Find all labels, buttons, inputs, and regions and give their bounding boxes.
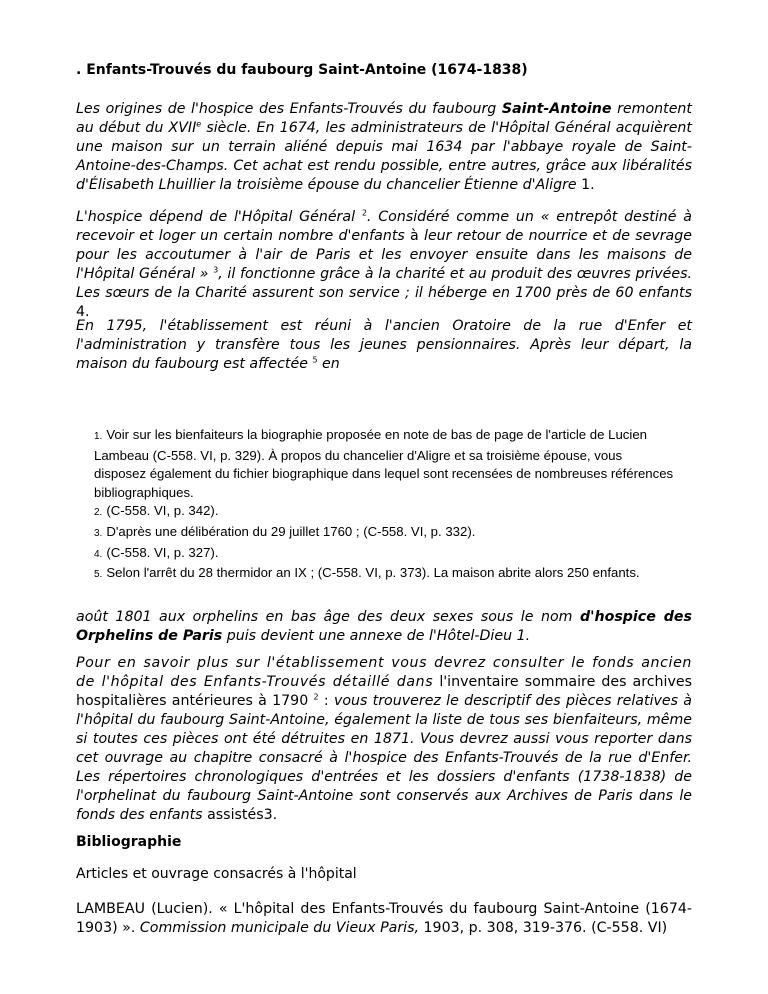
text: vous trouverez le descriptif des pièces relatives à l'hôpital du faubourg Saint-Antoine, également la liste de tous ses bienfaiteurs, même si toutes ces pièces ont été détruites en 1871. Vous devrez aussi vous reporter dans cet ouvrage au chapitre consacré à l'hospice des Enfants-Trouvés de la rue d'Enfer. Les répertoires chronologiques d'entrées et les dossiers d'enfants (1738-1838) de l'orphelinat du faubourg Saint-Antoine sont conservés aux Archives de Paris dans le fonds des enfants: [76, 693, 692, 823]
text: en: [317, 356, 340, 372]
paragraph-1801: [76, 608, 692, 646]
text: à: [410, 228, 419, 244]
footnote-item: [94, 564, 674, 585]
page-title: . Enfants-Trouvés du faubourg Saint-Antoine (1674-1838): [76, 62, 528, 78]
footnote-number: 2.: [94, 507, 103, 519]
text: En 1795, l'établissement est réuni à l'ancien Oratoire de la rue d'Enfer et l'administration y transfère tous les jeunes pensionnaires. Après leur départ, la maison du faubourg est affectée: [76, 318, 692, 372]
text: siècle. En 1674, les administrateurs de l'Hôpital Général acquièrent une maison sur un terrain aliéné depuis mai 1634 par l'abbaye royale de Saint-Antoine-des-Champs. Cet achat est rendu possible, entre autres, grâce aux libéralités d'Élisabeth Lhuillier la troisième épouse du chancelier Étienne d'Aligre: [76, 120, 692, 193]
text: , il fonctionne grâce à la charité et au produit des œuvres privées. Les sœurs de la Charité assurent son service ; il héberge en 1700 près de 60 enfants: [76, 266, 692, 301]
text: Pour en savoir plus sur l'établissement vous devrez consulter le fonds ancien de l'hôpital des Enfants-Trouvés détaillé dans: [76, 655, 692, 690]
text: leur retour de nourrice et de sevrage pour les accoutumer à l'air de Paris et les envoyer ensuite dans les maisons de l'Hôpital Général »: [76, 228, 692, 282]
bold-text: d'hospice des Orphelins de Paris: [76, 609, 692, 644]
footnote-text: (C-558. VI, p. 327).: [106, 544, 219, 560]
footnote-item: [94, 523, 674, 544]
bibliography-subheading: Articles et ouvrage consacrés à l'hôpital: [76, 866, 357, 882]
superscript: 3: [213, 265, 219, 275]
footnote-text: Selon l'arrêt du 28 thermidor an IX ; (C-558. VI, p. 373). La maison abrite alors 250 enfants.: [106, 565, 640, 581]
footnote-text: D'après une délibération du 29 juillet 1760 ; (C-558. VI, p. 332).: [106, 523, 476, 539]
text: . Considéré comme un « entrepôt destiné à recevoir et loger un certain nombre d'enfants: [76, 209, 693, 244]
bibliography-entry: [76, 900, 692, 938]
text: LAMBEAU (Lucien). « L'hôpital des Enfants-Trouvés du faubourg Saint-Antoine (1674-1903) ».: [76, 901, 692, 936]
footnote-number: 5.: [94, 569, 103, 581]
footnote-text: (C-558. VI, p. 342).: [106, 503, 219, 519]
footnote-item: [94, 426, 674, 502]
footnote-number: 3.: [94, 527, 103, 539]
footnote-ref: 4.: [76, 304, 90, 320]
italic-text: Commission municipale du Vieux Paris,: [139, 920, 420, 936]
paragraph-1795: [76, 317, 692, 374]
footnote-number: 4.: [94, 548, 103, 560]
text: août 1801 aux orphelins en bas âge des deux sexes sous le nom: [76, 609, 580, 625]
footnote-item: [94, 544, 674, 565]
text: 1903, p. 308, 319-376. (C-558. VI): [419, 920, 668, 936]
text: assistés3.: [202, 807, 278, 823]
bold-text: Saint-Antoine: [501, 101, 612, 117]
superscript: e: [196, 119, 202, 129]
footnote-text: Voir sur les bienfaiteurs la biographie proposée en note de bas de page de l'article de Lucien Lambeau (C-558. VI, p. 329). À propos du chancelier d'Aligre et sa troisième épouse, vous disposez également du fichier biographique dans lequel sont recensées de nombreuses références bibliographiques.: [94, 427, 674, 500]
footnote-item: [94, 502, 674, 523]
text: l'inventaire sommaire des archives hospitalières antérieures à 1790: [76, 674, 692, 709]
bibliography-heading: Bibliographie: [76, 834, 182, 850]
paragraph-sources: [76, 654, 692, 825]
text: remontent au début du XVII: [76, 101, 692, 136]
text: L'hospice dépend de l'Hôpital Général: [76, 209, 362, 225]
footnote-number: 1.: [94, 431, 103, 442]
superscript: 2: [313, 692, 319, 702]
superscript: 2: [361, 208, 367, 218]
text: :: [318, 693, 334, 709]
text: puis devient une annexe de l'Hôtel-Dieu 1.: [222, 628, 531, 644]
footnotes: [94, 426, 674, 585]
footnote-ref: 1.: [576, 177, 595, 193]
paragraph-origins: [76, 100, 692, 195]
text: Les origines de l'hospice des Enfants-Trouvés du faubourg: [76, 101, 502, 117]
paragraph-dependence: [76, 208, 692, 322]
superscript: 5: [312, 355, 318, 365]
